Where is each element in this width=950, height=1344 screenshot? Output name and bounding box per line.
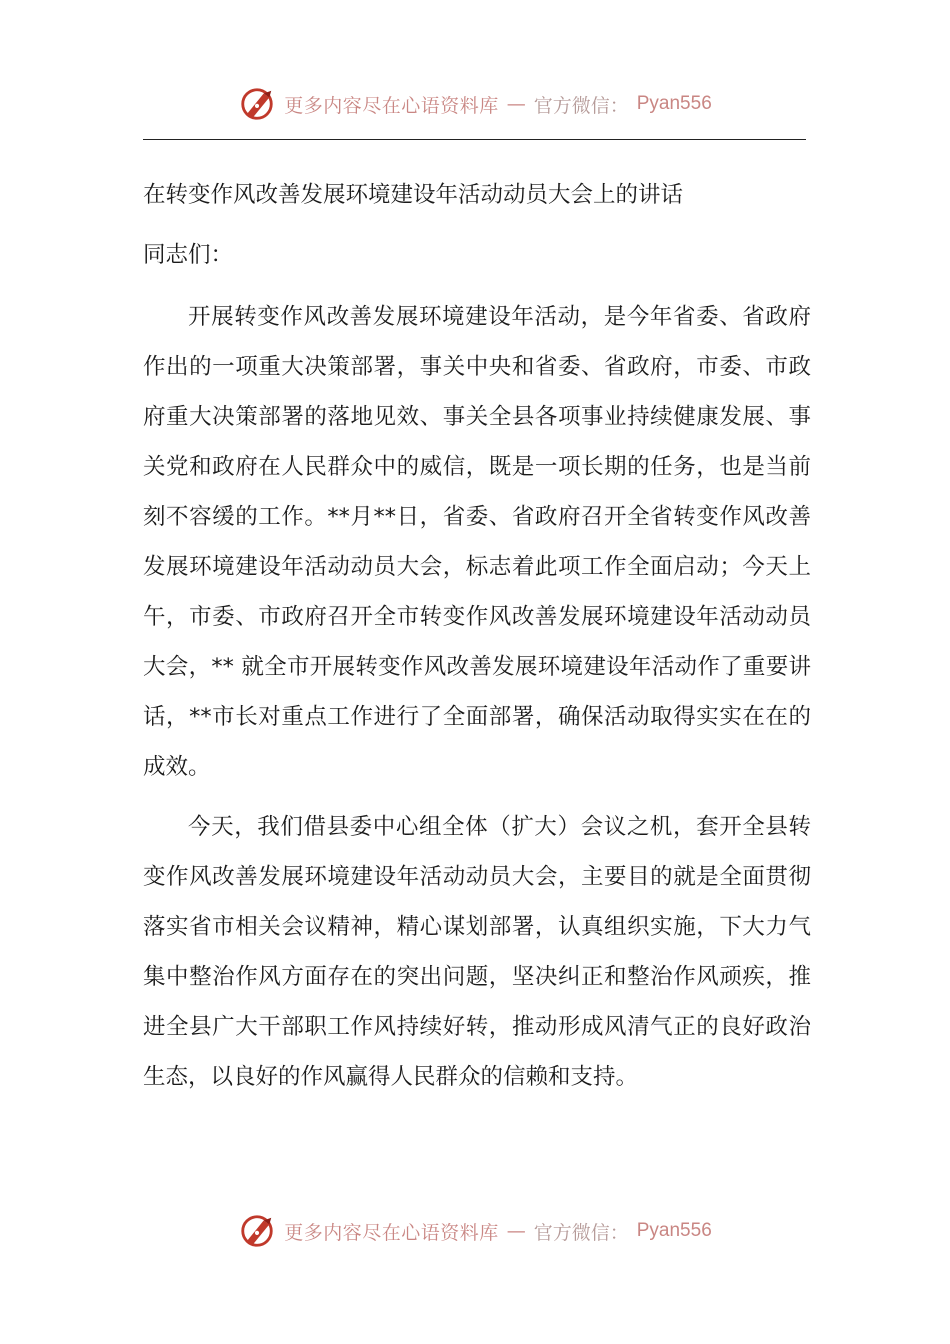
document-title: 在转变作风改善发展环境建设年活动动员大会上的讲话 (143, 182, 684, 208)
pen-nib-logo-icon (238, 85, 276, 123)
pen-nib-logo-icon (238, 1212, 276, 1250)
document-body (143, 172, 811, 1112)
banner-dash: — (506, 1220, 526, 1242)
banner-wechat-id: Pyan556 (636, 1220, 712, 1241)
header-divider (143, 139, 806, 140)
banner-text: 更多内容尽在心语资料库 (284, 1221, 499, 1244)
paragraph: 今天，我们借县委中心组全体（扩大）会议之机，套开全县转变作风改善发展环境建设年活动动员大会，主要目的就是全面贯彻落实省市相关会议精神，精心谋划部署，认真组织实施，下大力气集中整治作风方面存在的突出问题，坚决纠正和整治作风顽疾，推进全县广大干部职工作风持续好转，推动形成风清气正的良好政治生态，以良好的作风赢得人民群众的信赖和支持。 (143, 814, 811, 1090)
footer-banner (0, 1209, 950, 1253)
banner-wechat-label: 官方微信： (533, 1221, 629, 1244)
paragraph: 开展转变作风改善发展环境建设年活动，是今年省委、省政府作出的一项重大决策部署，事关中央和省委、省政府，市委、市政府重大决策部署的落地见效、事关全县各项事业持续健康发展、事关党和政府在人民群众中的威信，既是一项长期的任务，也是当前刻不容缓的工作。**月**日，省委、省政府召开全省转变作风改善发展环境建设年活动动员大会，标志着此项工作全面启动；今天上午，市委、市政府召开全市转变作风改善发展环境建设年活动动员大会，** 就全市开展转变作风改善发展环境建设年活动作了重要讲话，**市长对重点工作进行了全面部署，确保活动取得实实在在的成效。 (143, 304, 811, 780)
banner-dash: — (506, 93, 526, 115)
banner-text: 更多内容尽在心语资料库 (284, 94, 499, 117)
header-banner (0, 82, 950, 126)
banner-wechat-label: 官方微信： (533, 94, 629, 117)
salutation: 同志们： (143, 242, 234, 268)
banner-wechat-id: Pyan556 (636, 93, 712, 114)
